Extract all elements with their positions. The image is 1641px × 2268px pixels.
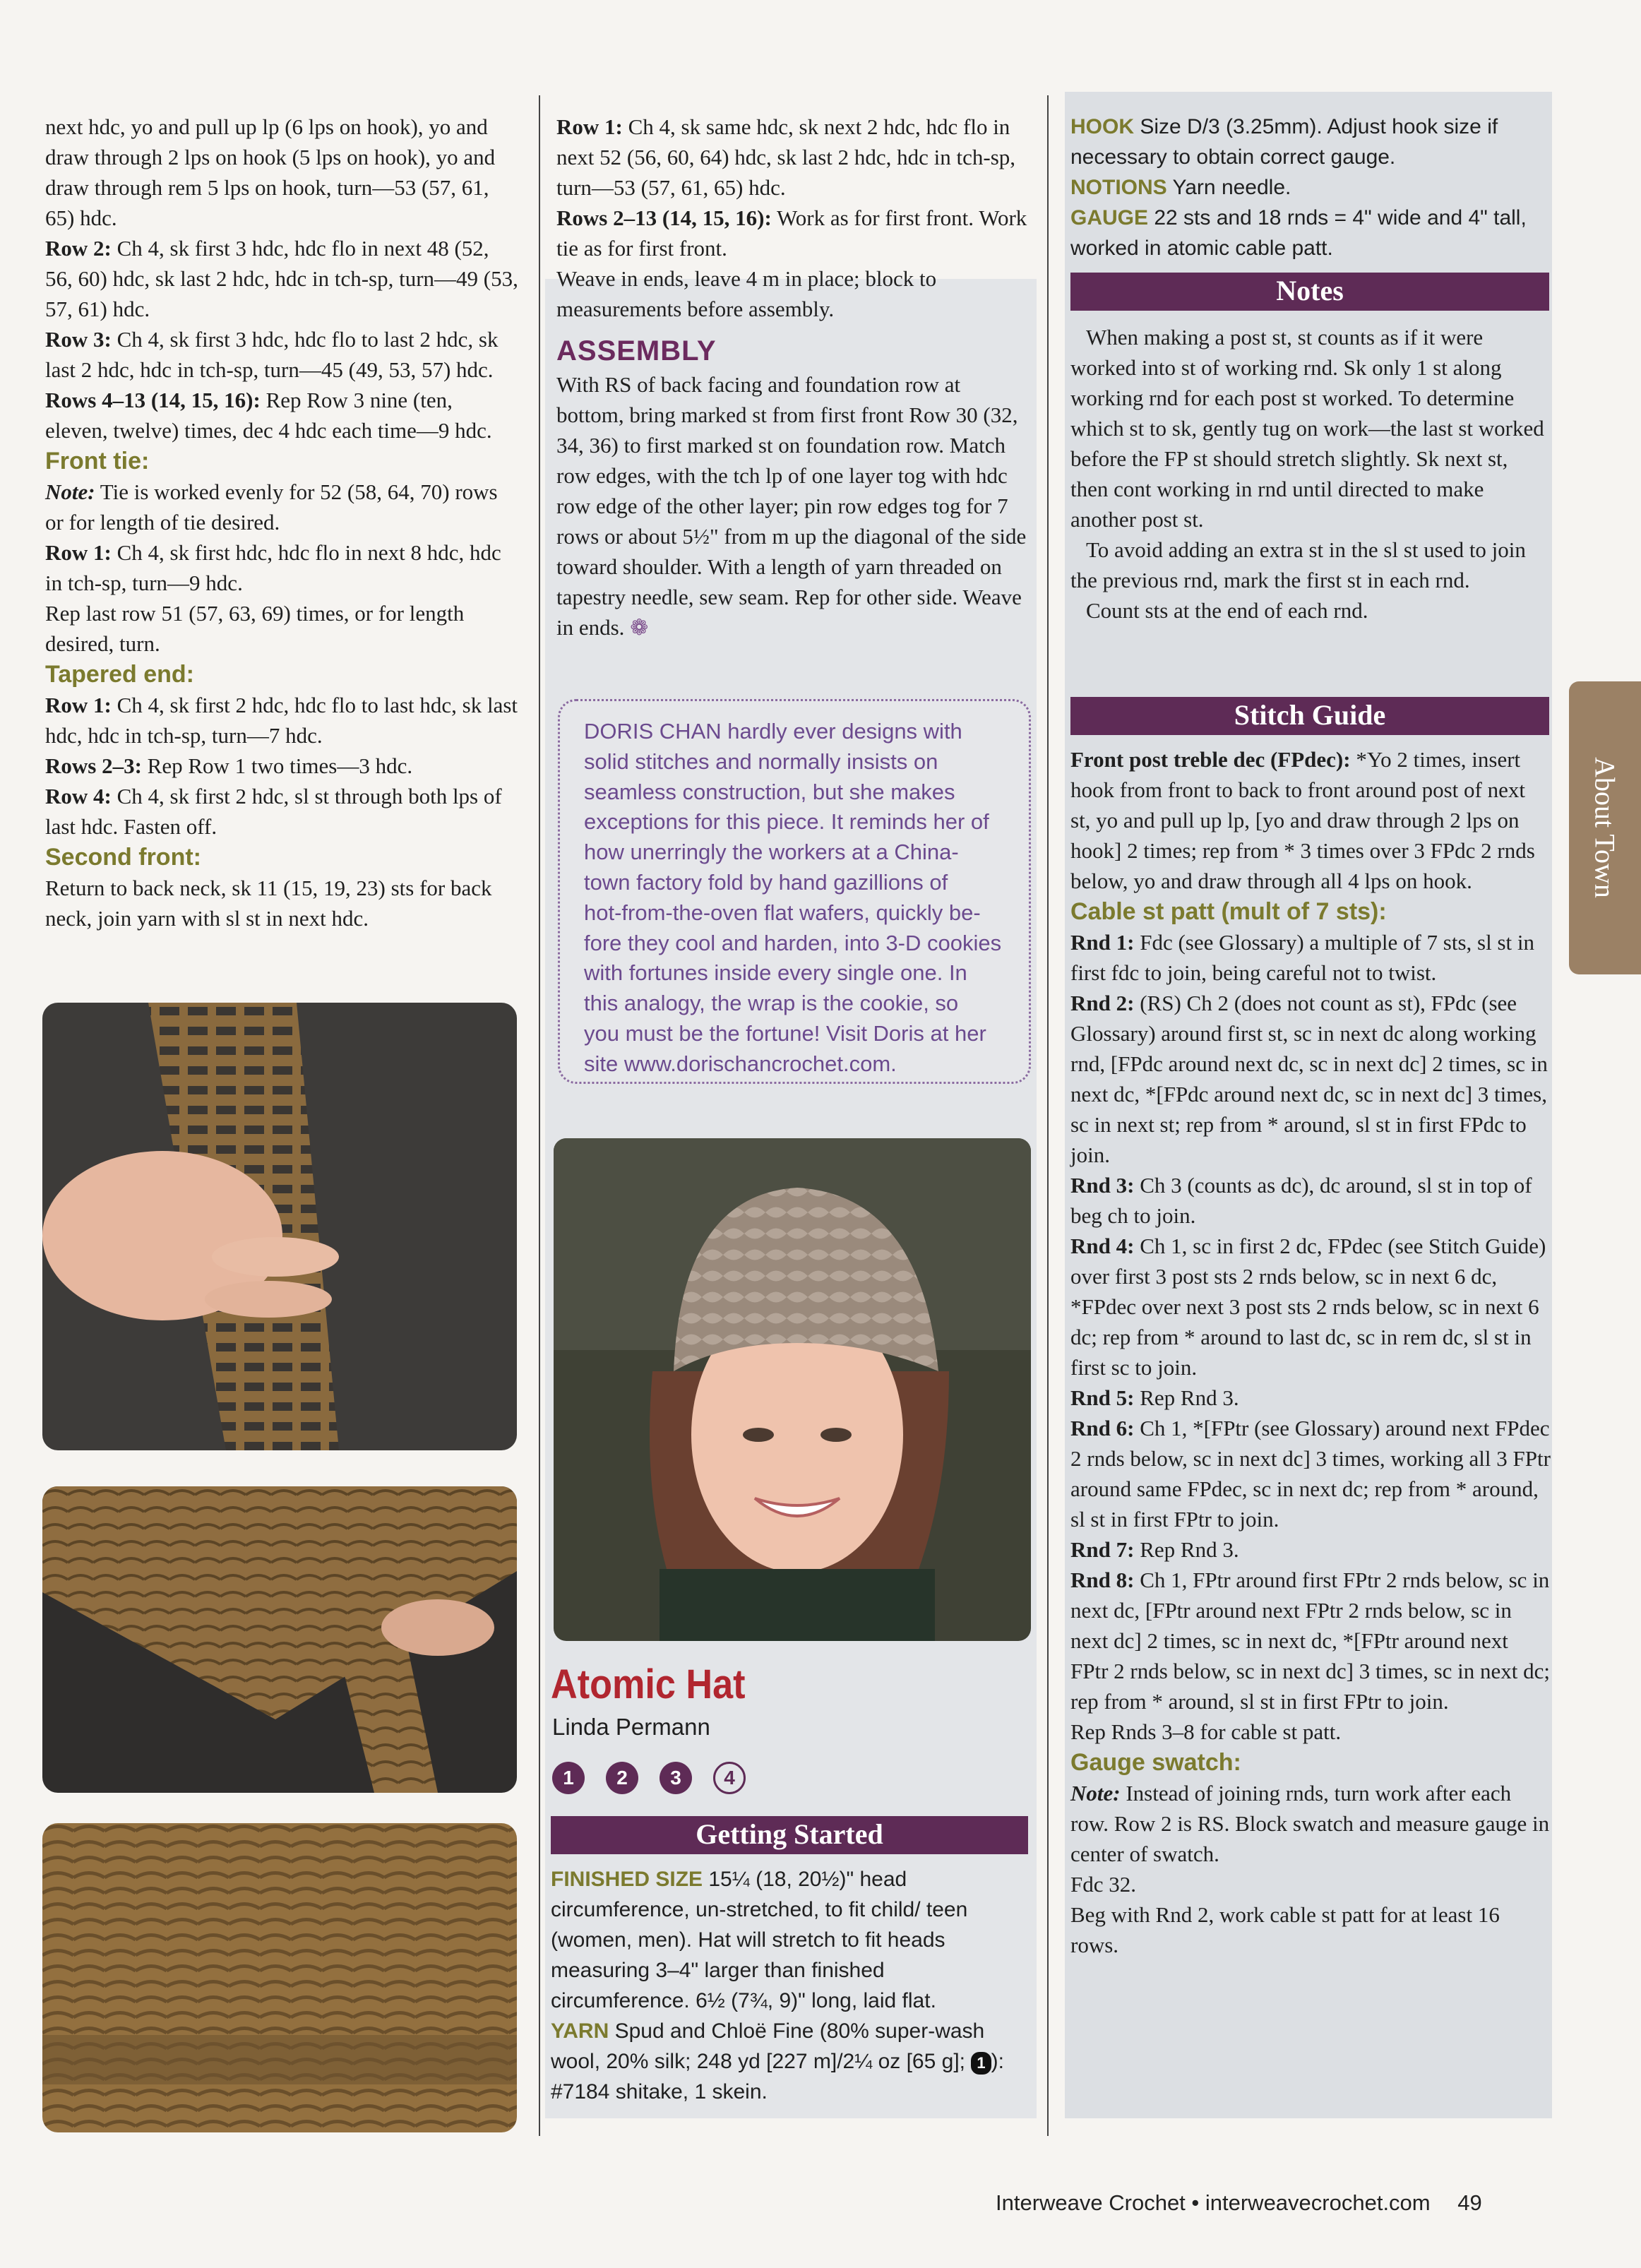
second-front-rows-2-13: Rows 2–13 (14, 15, 16): Work as for first front. Work tie as for first front.	[556, 205, 1027, 261]
second-front-heading: Second front:	[45, 844, 201, 871]
column-3-specs: HOOK Size D/3 (3.25mm). Adjust hook size if necessary to obtain correct gauge. NOTIONS Yarn needle. GAUGE 22 sts and 18 rnds = 4" wide and 4" tall, worked in atomic cable patt.	[1070, 115, 1527, 260]
front-tie-row-1: Row 1: Ch 4, sk first hdc, hdc flo in next 8 hdc, hdc in tch-sp, turn—9 hdc.	[45, 540, 501, 595]
skill-level-2: 2	[606, 1762, 638, 1794]
skill-level-3: 3	[660, 1762, 692, 1794]
designer-note-text: DORIS CHAN hardly ever designs with solid stitches and normally insists on seamless construction, but she makes exceptions for this piece. It reminds her of how unerringly the workers at a China- town factory fold by hand gazillions of hot-from-the-oven flat wafers, quickly be- fore they cool and harden, into 3-D cookies with fortunes inside every single one. In this analogy, the wrap is the cookie, so you must be the fortune! Visit Doris at her site www.dorischancrochet.com.	[584, 719, 1002, 1076]
rows-4-13: Rows 4–13 (14, 15, 16): Rep Row 3 nine (ten, eleven, twelve) times, dec 4 hdc each time—9 hdc.	[45, 388, 492, 443]
instructions-intro: next hdc, yo and pull up lp (6 lps on hook), yo and draw through 2 lps on hook (5 lps on hook), yo and draw through rem 5 lps on hook, turn—53 (57, 61, 65) hdc.	[45, 114, 496, 230]
tapered-end-heading: Tapered end:	[45, 661, 194, 688]
notes-bar: Notes	[1070, 273, 1549, 311]
stitch-guide-bar: Stitch Guide	[1070, 697, 1549, 735]
tapered-rows-2-3: Rows 2–3: Rep Row 1 two times—3 hdc.	[45, 753, 413, 778]
skill-levels	[552, 1762, 767, 1794]
section-tab-label: About Town	[1589, 757, 1621, 898]
skill-level-4: 4	[713, 1762, 746, 1794]
tapered-row-4: Row 4: Ch 4, sk first 2 hdc, sl st through both lps of last hdc. Fasten off.	[45, 784, 502, 839]
column-rule-left	[539, 95, 540, 2136]
row-3: Row 3: Ch 4, sk first 3 hdc, hdc flo to last 2 hdc, sk last 2 hdc, hdc in tch-sp, turn—45 (49, 53, 57) hdc.	[45, 327, 499, 382]
designer-note-box	[558, 699, 1031, 1084]
assembly-text: With RS of back facing and foundation row at bottom, bring marked st from first front Row 30 (32, 34, 36) to first marked st on foundation row. Match row edges, with the tch lp of one layer tog with hdc row edge of the other layer; pin row edges tog for 7 rows or about 5½" from m up the diagonal of the side toward shoulder. With a length of yarn threaded on tapestry needle, sew seam. Rep for other side. Weave in ends. ❁	[556, 372, 1027, 640]
gauge-swatch-heading: Gauge swatch:	[1070, 1749, 1241, 1776]
footer	[996, 2189, 1482, 2217]
skill-level-1: 1	[552, 1762, 585, 1794]
wrap-tie-photo	[42, 1003, 517, 1450]
stitch-guide-text: Front post treble dec (FPdec): *Yo 2 times, insert hook from front to back to front around post of next st, yo and pull up lp, [yo and draw through 2 lps on hook] 2 times; rep from * 3 times over 3 FPdc 2 rnds below, yo and draw through all 4 lps on hook. Cable st patt (mult of 7 sts): Rnd 1: Fdc (see Glossary) a multiple of 7 sts, sl st in first fdc to join, being careful not to twist. Rnd 2: (RS) Ch 2 (does not count as st), FPdc (see Glossary) around first st, sc in next dc along working rnd, [FPdc around next dc, sc in next dc] 2 times, sc in next dc, *[FPdc around next dc, sc in next dc] 3 times, sc in next st; rep from * around, sl st in first FPdc to join. Rnd 3: Ch 3 (counts as dc), dc around, sl st in top of beg ch to join. Rnd 4: Ch 1, sc in first 2 dc, FPdec (see Stitch Guide) over first 3 post sts 2 rnds below, sc in next 6 dc, *FPdec over next 3 post sts 2 rnds below, sc in next 6 dc; rep from * around to last dc, sc in rem dc, sl st in first sc to join. Rnd 5: Rep Rnd 3. Rnd 6: Ch 1, *[FPtr (see Glossary) around next FPdec 2 rnds below, sc in next dc] 3 times, working all 3 FPtr around same FPdec, sc in next dc; rep from * around, sl st in first FPtr to join. Rnd 7: Rep Rnd 3. Rnd 8: Ch 1, FPtr around first FPtr 2 rnds below, sc in next dc, [FPtr around next FPtr 2 rnds below, sc in next dc] 2 times, sc in next dc, *[FPtr around next FPtr 2 rnds below, sc in next dc] 3 times, sc in next dc; rep from * around, sl st in first FPtr to join. Rep Rnds 3–8 for cable st patt. Gauge swatch: Note: Instead of joining rnds, turn work after each row. Row 2 is RS. Block swatch and measure gauge in center of swatch. Fdc 32. Beg with Rnd 2, work cable st patt for at least 16 rows.	[1070, 747, 1551, 1957]
getting-started-text: FINISHED SIZE 15¼ (18, 20½)" head circumference, un-stretched, to fit child/ teen (women, men). Hat will stretch to fit heads measuring 3–4" larger than finished circumference. 6½ (7¾, 9)" long, laid flat. YARN Spud and Chloë Fine (80% super-wash wool, 20% silk; 248 yd [227 m]/2¼ oz [65 g]; 1 ): #7184 shitake, 1 skein.	[551, 1868, 1004, 2103]
cable-patt-heading: Cable st patt (mult of 7 sts):	[1070, 898, 1387, 925]
column-1	[45, 112, 518, 933]
column-rule-right	[1047, 95, 1049, 2136]
column-2	[556, 112, 1031, 643]
second-front-row-1: Row 1: Ch 4, sk same hdc, sk next 2 hdc, hdc flo in next 52 (56, 60, 64) hdc, sk last 2 hdc, hdc in tch-sp, turn—53 (57, 61, 65) hdc.	[556, 114, 1016, 200]
row-2: Row 2: Ch 4, sk first 3 hdc, hdc flo in next 48 (52, 56, 60) hdc, sk last 2 hdc, hdc in tch-sp, turn—49 (53, 57, 61) hdc.	[45, 236, 518, 321]
wrap-back-photo	[42, 1486, 517, 1793]
front-tie-note: Note: Tie is worked evenly for 52 (58, 64, 70) rows or for length of tie desired.	[45, 479, 498, 535]
front-tie-repeat: Rep last row 51 (57, 63, 69) times, or for length desired, turn.	[45, 601, 465, 656]
hat-title: Atomic Hat	[551, 1661, 746, 1707]
second-front-text: Return to back neck, sk 11 (15, 19, 23) sts for back neck, join yarn with sl st in next hdc.	[45, 876, 492, 931]
page-number: 49	[1457, 2190, 1482, 2215]
section-tab	[1569, 681, 1641, 974]
assembly-heading: ASSEMBLY	[556, 335, 717, 366]
getting-started-bar: Getting Started	[551, 1816, 1028, 1854]
weave-in-ends: Weave in ends, leave 4 m in place; block to measurements before assembly.	[556, 266, 937, 321]
yarn-weight-icon: 1	[971, 2052, 991, 2075]
atomic-hat-photo	[554, 1138, 1031, 1641]
notes-text: When making a post st, st counts as if it were worked into st of working rnd. Sk only 1 st along working rnd for each post st worked. To determine which st to sk, gently tug on work—the last st worked before the FP st should stretch slightly. Sk next st, then cont working in rnd until directed to make another post st. To avoid adding an extra st in the sl st used to join the previous rnd, mark the first st in each rnd. Count sts at the end of each rnd.	[1070, 325, 1544, 623]
wrap-detail-photo	[42, 1823, 517, 2132]
hat-author: Linda Permann	[552, 1714, 710, 1740]
end-mark-icon: ❁	[630, 615, 649, 640]
front-tie-heading: Front tie:	[45, 448, 150, 475]
footer-text: Interweave Crochet • interweavecrochet.com	[996, 2190, 1431, 2215]
tapered-row-1: Row 1: Ch 4, sk first 2 hdc, hdc flo to last hdc, sk last hdc, hdc in tch-sp, turn—7 hdc.	[45, 693, 518, 748]
